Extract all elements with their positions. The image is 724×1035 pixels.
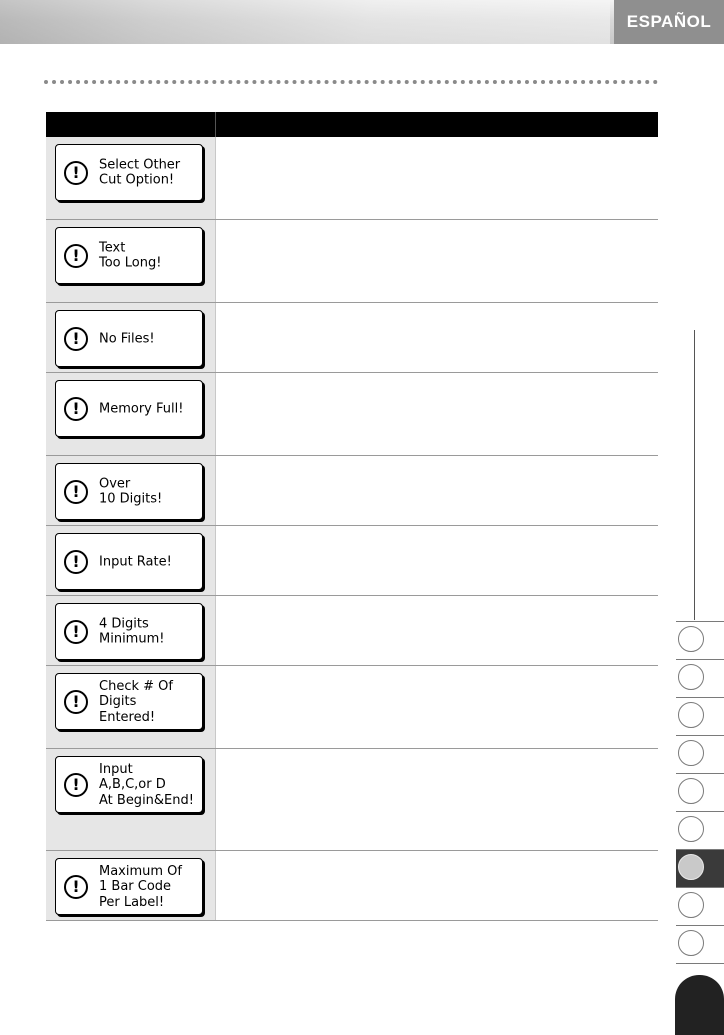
table-row	[46, 596, 658, 666]
lcd-message-text: Input A,B,C,or D At Begin&End!	[99, 761, 194, 808]
chapter-tabs	[676, 621, 724, 964]
chapter-tab[interactable]	[676, 888, 724, 926]
lcd-display	[55, 380, 203, 437]
lcd-display	[55, 227, 203, 284]
lcd-cell	[46, 303, 216, 372]
lcd-message-text: Input Rate!	[99, 553, 172, 569]
exclamation-circle-icon: !	[64, 773, 88, 797]
table-row	[46, 526, 658, 596]
chapter-circle-icon	[678, 778, 704, 804]
description-cell	[216, 137, 658, 219]
chapter-tab[interactable]	[676, 774, 724, 812]
table-row	[46, 666, 658, 749]
exclamation-circle-icon: !	[64, 244, 88, 268]
table-row	[46, 851, 658, 921]
lcd-message-text: Memory Full!	[99, 400, 184, 416]
table-row	[46, 373, 658, 456]
header-cell-message	[46, 112, 216, 137]
chapter-circle-icon	[678, 740, 704, 766]
table-header	[46, 112, 658, 137]
lcd-cell	[46, 749, 216, 850]
exclamation-circle-icon: !	[64, 550, 88, 574]
exclamation-circle-icon: !	[64, 875, 88, 899]
description-cell	[216, 303, 658, 372]
exclamation-circle-icon: !	[64, 620, 88, 644]
message-table	[46, 112, 658, 921]
header-cell-description	[216, 112, 658, 137]
description-cell	[216, 851, 658, 920]
description-cell	[216, 666, 658, 748]
table-body	[46, 137, 658, 921]
chapter-tab[interactable]	[676, 850, 724, 888]
chapter-circle-icon	[678, 702, 704, 728]
language-tab[interactable]: ESPAÑOL	[614, 0, 724, 44]
exclamation-circle-icon: !	[64, 327, 88, 351]
lcd-message-text: Maximum Of 1 Bar Code Per Label!	[99, 863, 182, 910]
chapter-tab[interactable]	[676, 736, 724, 774]
lcd-message-text: Text Too Long!	[99, 240, 162, 271]
chapter-tab[interactable]	[676, 660, 724, 698]
lcd-display	[55, 144, 203, 201]
description-cell	[216, 456, 658, 525]
lcd-cell	[46, 220, 216, 302]
lcd-message-text: Select Other Cut Option!	[99, 157, 181, 188]
lcd-cell	[46, 666, 216, 748]
table-row	[46, 303, 658, 373]
lcd-message-text: 4 Digits Minimum!	[99, 616, 165, 647]
lcd-display	[55, 310, 203, 367]
lcd-message-text: Over 10 Digits!	[99, 476, 163, 507]
chapter-circle-icon	[678, 892, 704, 918]
lcd-message-text: No Files!	[99, 330, 155, 346]
chapter-tab[interactable]	[676, 812, 724, 850]
chapter-circle-icon	[678, 854, 704, 880]
lcd-display	[55, 756, 203, 813]
lcd-cell	[46, 851, 216, 920]
chapter-circle-icon	[678, 930, 704, 956]
lcd-cell	[46, 456, 216, 525]
lcd-cell	[46, 373, 216, 455]
chapter-tab[interactable]	[676, 926, 724, 964]
side-vertical-line	[694, 330, 695, 620]
lcd-display	[55, 463, 203, 520]
lcd-display	[55, 673, 203, 730]
exclamation-circle-icon: !	[64, 480, 88, 504]
description-cell	[216, 596, 658, 665]
table-row	[46, 220, 658, 303]
lcd-cell	[46, 596, 216, 665]
exclamation-circle-icon: !	[64, 397, 88, 421]
table-row	[46, 456, 658, 526]
table-row	[46, 749, 658, 851]
lcd-display	[55, 858, 203, 915]
lcd-cell	[46, 137, 216, 219]
exclamation-circle-icon: !	[64, 161, 88, 185]
description-cell	[216, 526, 658, 595]
chapter-tab[interactable]	[676, 698, 724, 736]
lcd-display	[55, 603, 203, 660]
lcd-message-text: Check # Of Digits Entered!	[99, 678, 173, 725]
lcd-cell	[46, 526, 216, 595]
dotted-divider	[44, 80, 658, 84]
chapter-circle-icon	[678, 626, 704, 652]
description-cell	[216, 749, 658, 850]
description-cell	[216, 373, 658, 455]
description-cell	[216, 220, 658, 302]
exclamation-circle-icon: !	[64, 690, 88, 714]
chapter-circle-icon	[678, 816, 704, 842]
lcd-display	[55, 533, 203, 590]
chapter-tab[interactable]	[676, 621, 724, 660]
chapter-circle-icon	[678, 664, 704, 690]
page-number-tab	[675, 975, 724, 1035]
table-row	[46, 137, 658, 220]
top-banner-gradient	[0, 0, 610, 44]
